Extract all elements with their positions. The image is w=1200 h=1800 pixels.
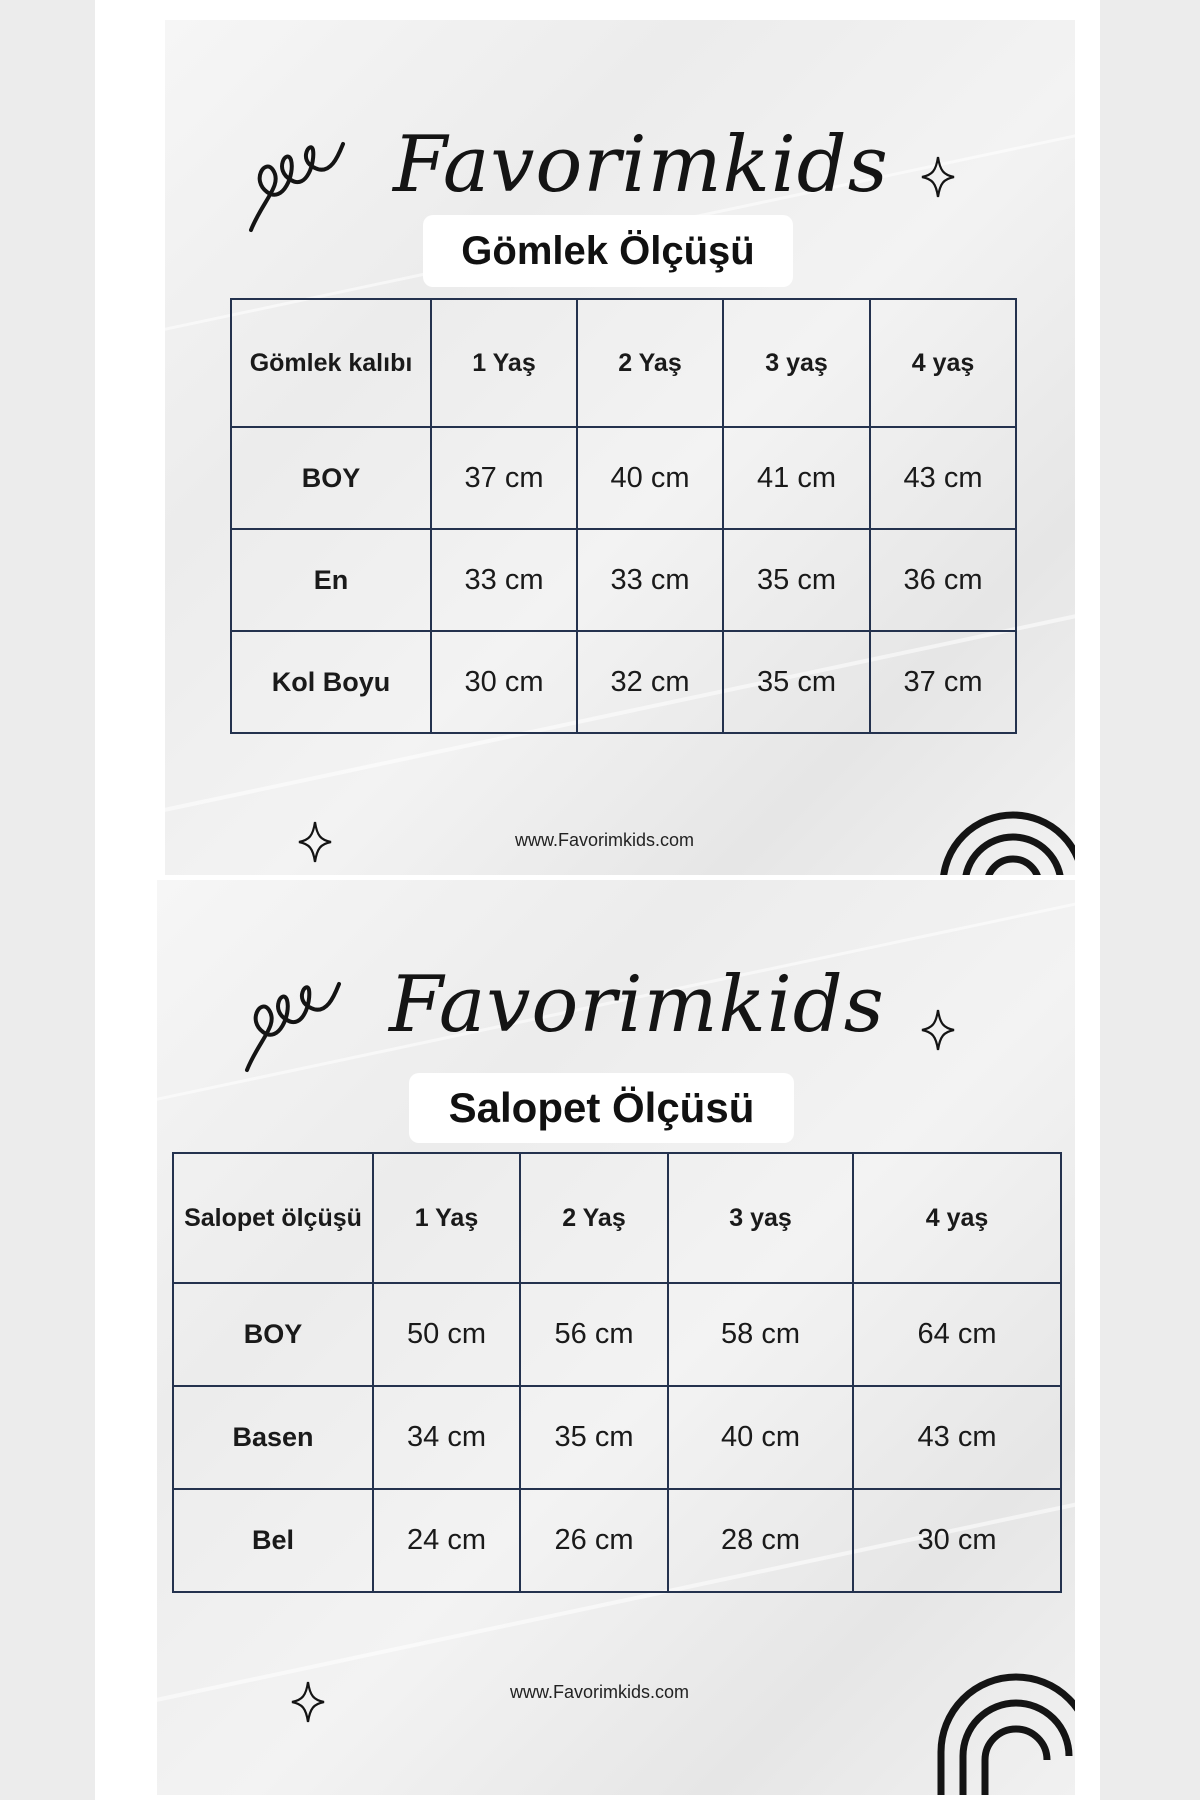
table-header-cell: 3 yaş	[668, 1153, 853, 1283]
table-header-cell: 3 yaş	[723, 299, 870, 427]
sparkle-icon	[920, 1008, 956, 1052]
table-header-row	[231, 299, 1016, 427]
shirt-size-table	[230, 298, 1017, 734]
table-cell: 64 cm	[853, 1283, 1061, 1386]
table-cell: 36 cm	[870, 529, 1016, 631]
table-row	[231, 631, 1016, 733]
table-cell: 35 cm	[520, 1386, 668, 1489]
table-header-cell: 2 Yaş	[577, 299, 723, 427]
table-cell: 37 cm	[431, 427, 577, 529]
table-cell: 33 cm	[431, 529, 577, 631]
squiggle-icon	[243, 130, 353, 250]
table-cell: 34 cm	[373, 1386, 520, 1489]
row-label: En	[231, 529, 431, 631]
table-cell: 35 cm	[723, 631, 870, 733]
table-row	[173, 1489, 1061, 1592]
table-header-row	[173, 1153, 1061, 1283]
row-label: Kol Boyu	[231, 631, 431, 733]
table-row	[173, 1283, 1061, 1386]
table-cell: 43 cm	[870, 427, 1016, 529]
row-label: Basen	[173, 1386, 373, 1489]
overall-size-table	[172, 1152, 1062, 1593]
left-margin	[0, 0, 95, 1800]
table-cell: 56 cm	[520, 1283, 668, 1386]
rainbow-arch-icon	[935, 810, 1075, 875]
table-header-cell: 1 Yaş	[431, 299, 577, 427]
table-row	[173, 1386, 1061, 1489]
table-cell: 32 cm	[577, 631, 723, 733]
row-label: Bel	[173, 1489, 373, 1592]
table-header-cell: Gömlek kalıbı	[231, 299, 431, 427]
table-cell: 26 cm	[520, 1489, 668, 1592]
overall-size-panel	[157, 880, 1075, 1795]
website-link[interactable]: www.Favorimkids.com	[510, 1682, 690, 1702]
row-label: BOY	[231, 427, 431, 529]
table-header-cell: Salopet ölçüşü	[173, 1153, 373, 1283]
brand-logo: Favorimkids	[389, 960, 885, 1050]
shirt-chart-title: Gömlek Ölçüşü	[423, 215, 793, 287]
table-cell: 50 cm	[373, 1283, 520, 1386]
table-header-cell: 4 yaş	[870, 299, 1016, 427]
right-margin	[1100, 0, 1200, 1800]
table-cell: 40 cm	[668, 1386, 853, 1489]
rainbow-arch-icon	[935, 1672, 1075, 1795]
shirt-size-panel	[165, 20, 1075, 875]
table-cell: 33 cm	[577, 529, 723, 631]
website-link[interactable]: www.Favorimkids.com	[515, 830, 695, 850]
table-cell: 30 cm	[853, 1489, 1061, 1592]
table-cell: 24 cm	[373, 1489, 520, 1592]
table-cell: 41 cm	[723, 427, 870, 529]
table-row	[231, 427, 1016, 529]
table-cell: 35 cm	[723, 529, 870, 631]
table-header-cell: 2 Yaş	[520, 1153, 668, 1283]
squiggle-icon	[239, 970, 349, 1090]
sparkle-icon	[920, 155, 956, 199]
row-label: BOY	[173, 1283, 373, 1386]
sparkle-icon	[297, 820, 333, 864]
sparkle-icon	[290, 1680, 326, 1724]
table-cell: 28 cm	[668, 1489, 853, 1592]
table-header-cell: 4 yaş	[853, 1153, 1061, 1283]
overall-chart-title: Salopet Ölçüsü	[409, 1073, 794, 1143]
table-header-cell: 1 Yaş	[373, 1153, 520, 1283]
brand-logo: Favorimkids	[393, 120, 889, 210]
table-cell: 58 cm	[668, 1283, 853, 1386]
table-row	[231, 529, 1016, 631]
table-cell: 30 cm	[431, 631, 577, 733]
table-cell: 40 cm	[577, 427, 723, 529]
table-cell: 43 cm	[853, 1386, 1061, 1489]
table-cell: 37 cm	[870, 631, 1016, 733]
